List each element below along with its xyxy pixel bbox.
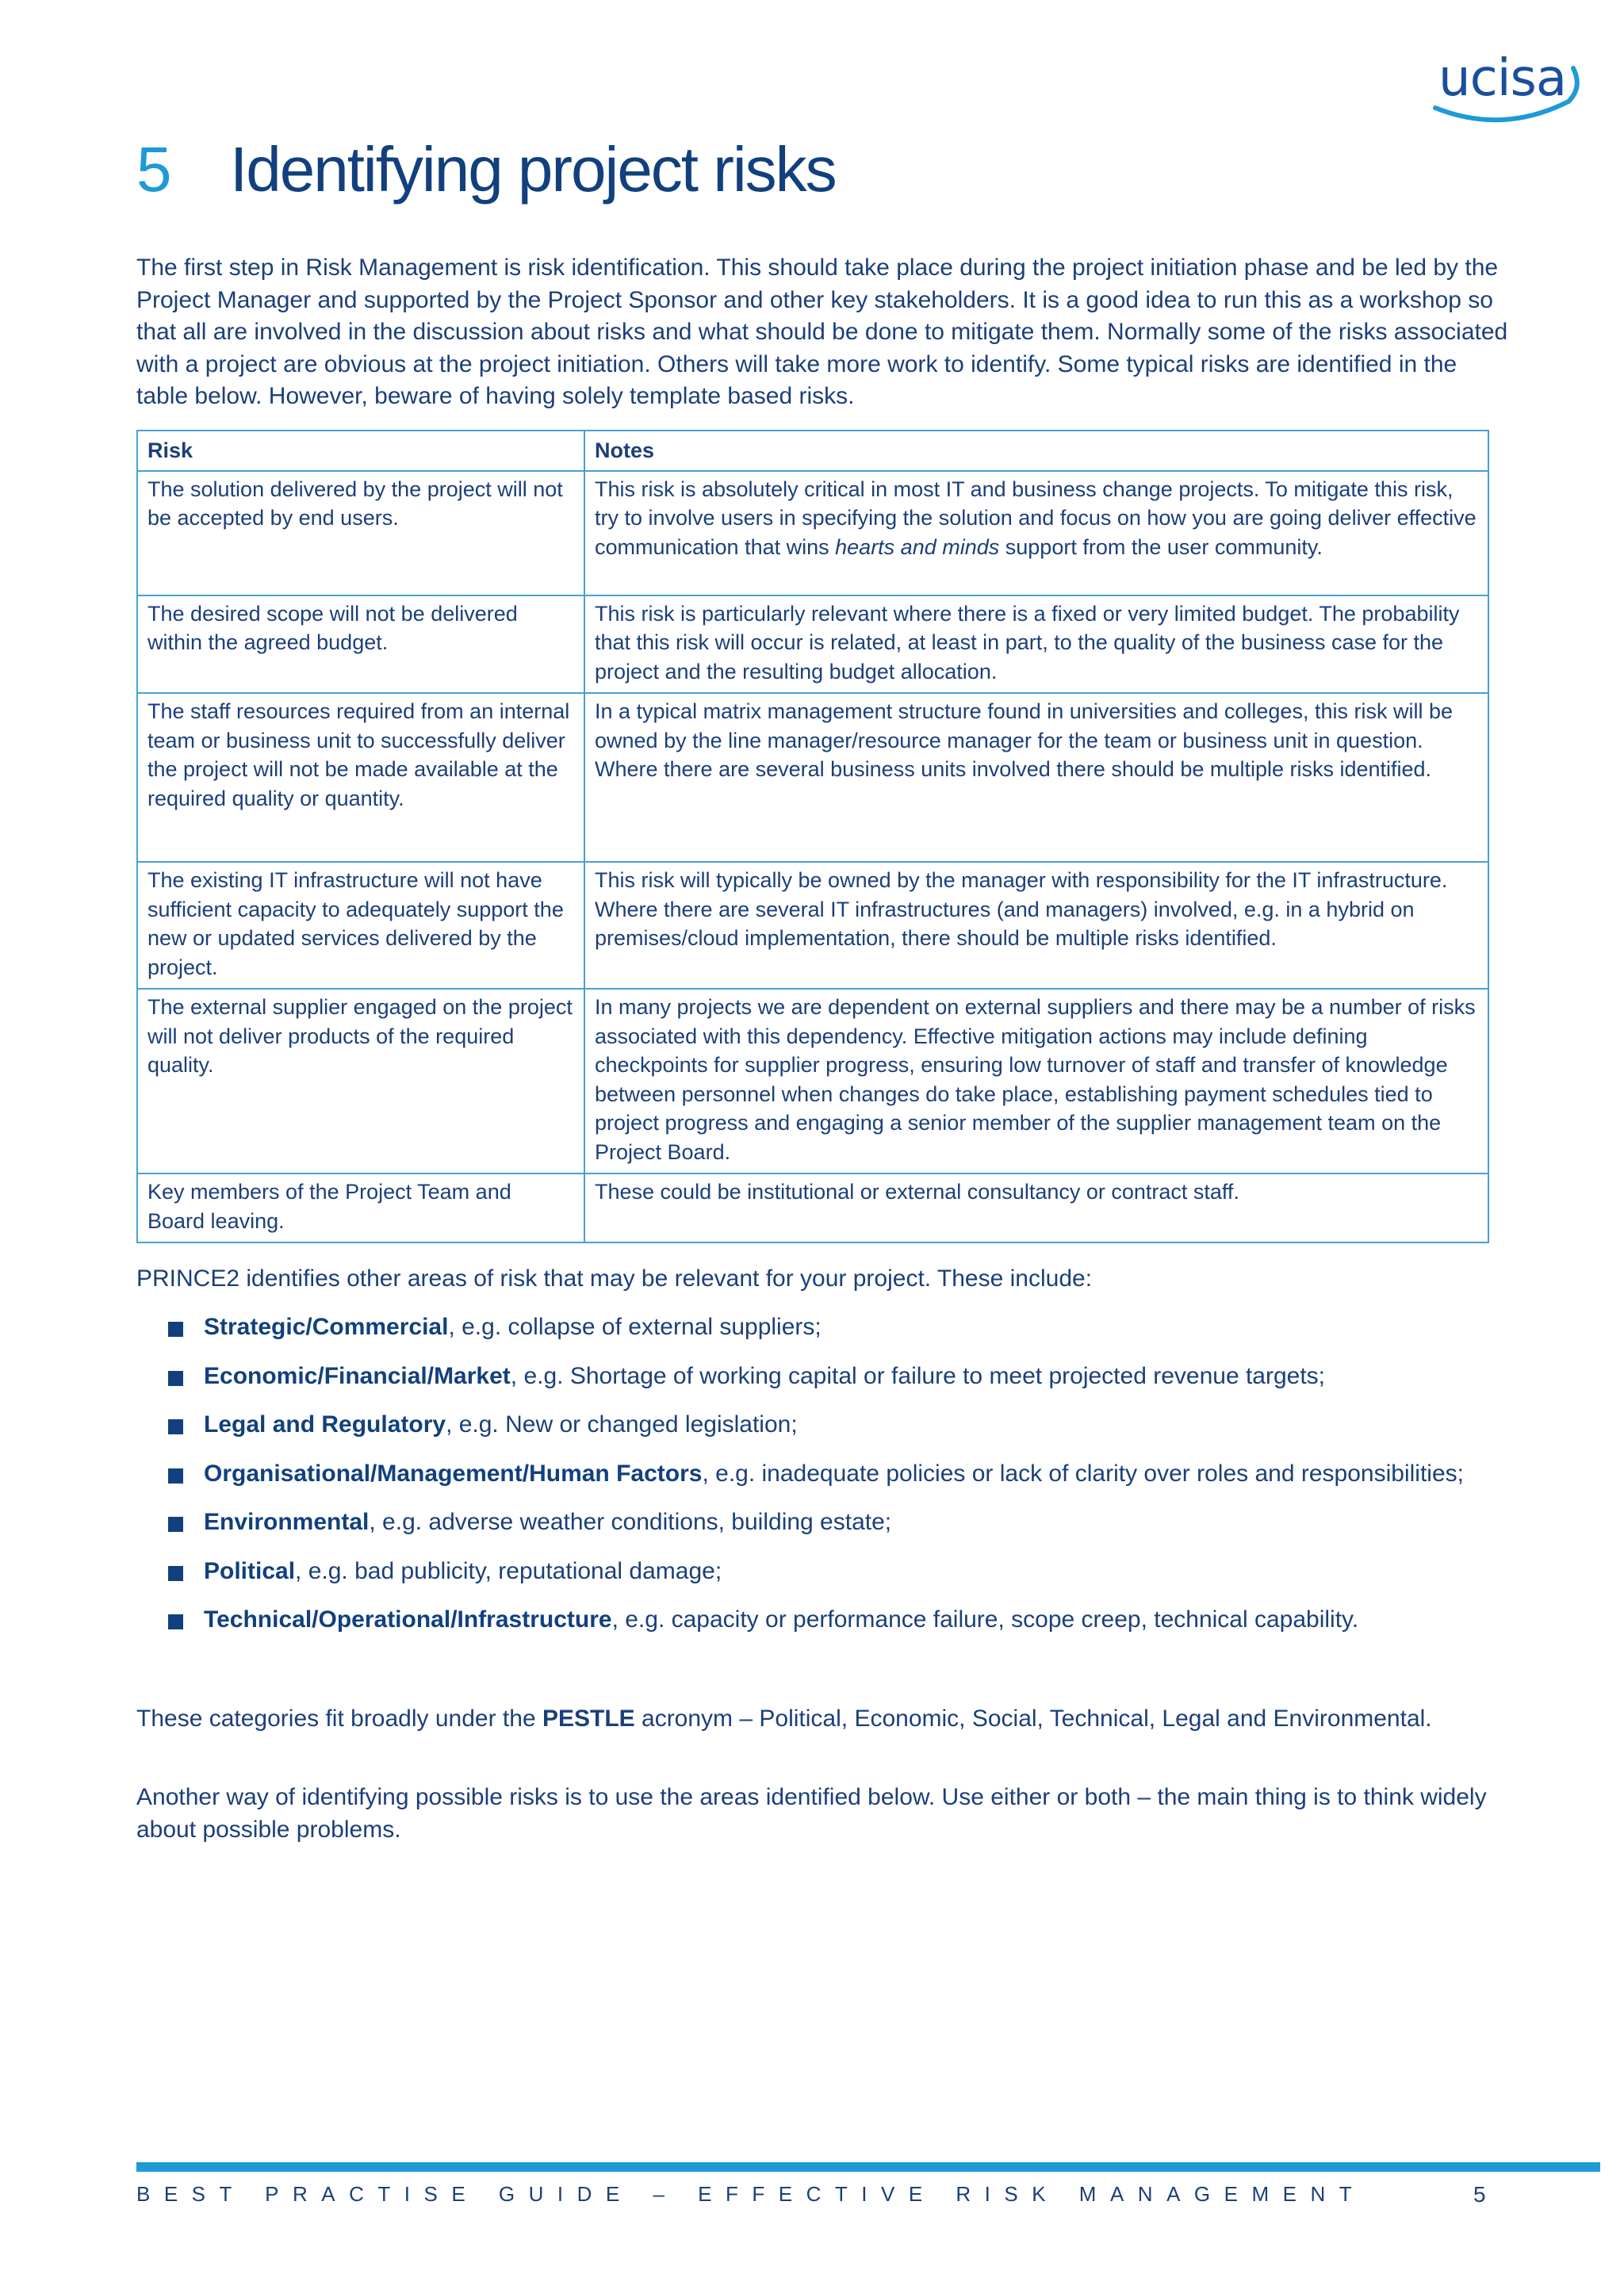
square-bullet-icon (168, 1566, 183, 1581)
notes-cell: These could be institutional or external consultancy or contract staff. (584, 1173, 1488, 1242)
footer-title: BEST PRACTISE GUIDE – EFFECTIVE RISK MANAGEMENT (136, 2182, 1366, 2206)
pestle-text: acronym – Political, Economic, Social, Technical, Legal and Environmental. (634, 1706, 1432, 1732)
risk-category-list (136, 1311, 1500, 1652)
pestle-acronym: PESTLE (542, 1706, 635, 1732)
category-text: , e.g. collapse of external suppliers; (448, 1314, 822, 1340)
risk-cell: Key members of the Project Team and Board leaving. (137, 1173, 584, 1242)
footer-rule (136, 2162, 1600, 2172)
page-title (136, 133, 836, 206)
notes-cell: In many projects we are dependent on external suppliers and there may be a number of risks associated with this dependency. Effective mitigation actions may include defining checkpoints for supplier progress, ensuring low turnover of staff and transfer of knowledge between personnel when changes do take place, establishing payment schedules tied to project progress and engaging a senior member of the supplier management team on the Project Board. (584, 989, 1488, 1173)
category-text: , e.g. Shortage of working capital or failure to meet projected revenue targets; (510, 1362, 1326, 1389)
category-name: Technical/Operational/Infrastructure (204, 1606, 612, 1633)
category-name: Economic/Financial/Market (204, 1362, 511, 1389)
notes-text: This risk is absolutely critical in most IT and business change projects. To mitigate this risk, try to involve users in specifying the solution and focus on how you are going deliver effective communication that wins (595, 477, 1477, 559)
category-name: Organisational/Management/Human Factors (204, 1460, 703, 1487)
table-header-row (137, 431, 1488, 471)
square-bullet-icon (168, 1419, 183, 1434)
category-name: Strategic/Commercial (204, 1314, 449, 1340)
category-text: , e.g. inadequate policies or lack of clarity over roles and responsibilities; (702, 1460, 1464, 1487)
another-way-paragraph: Another way of identifying possible risks is to use the areas identified below. Use either or both – the main thing is to think widely about possible problems. (136, 1784, 1487, 1843)
list-item (136, 1555, 1500, 1588)
pestle-paragraph (136, 1702, 1500, 1735)
list-item (136, 1360, 1500, 1393)
risk-table (136, 430, 1489, 1243)
table-row (137, 693, 1488, 862)
risk-cell: The staff resources required from an internal team or business unit to successfully deliver the project will not be made available at the required quality or quantity. (137, 693, 584, 862)
risk-cell: The desired scope will not be delivered within the agreed budget. (137, 595, 584, 694)
prince2-intro: PRINCE2 identifies other areas of risk that may be relevant for your project. These include: (136, 1265, 1093, 1292)
category-name: Environmental (204, 1509, 370, 1535)
category-text: , e.g. New or changed legislation; (446, 1411, 798, 1438)
notes-text: support from the user community. (999, 534, 1323, 559)
notes-cell: In a typical matrix management structure found in universities and colleges, this risk will be owned by the line manager/resource manager for the team or business unit in question. Where there are several business units involved there should be multiple risks identified. (584, 693, 1488, 862)
section-number: 5 (136, 134, 170, 205)
square-bullet-icon (168, 1468, 183, 1484)
square-bullet-icon (168, 1614, 183, 1629)
notes-column-header: Notes (584, 431, 1488, 471)
list-item (136, 1506, 1500, 1539)
category-text: , e.g. bad publicity, reputational damage; (295, 1557, 722, 1584)
square-bullet-icon (168, 1322, 183, 1337)
list-item (136, 1408, 1500, 1441)
notes-cell (584, 471, 1488, 595)
category-name: Political (204, 1557, 296, 1584)
section-title: Identifying project risks (230, 134, 836, 205)
square-bullet-icon (168, 1517, 183, 1532)
risk-cell: The solution delivered by the project will not be accepted by end users. (137, 471, 584, 595)
list-item (136, 1311, 1500, 1344)
square-bullet-icon (168, 1371, 183, 1386)
risk-cell: The external supplier engaged on the project will not deliver products of the required quality. (137, 989, 584, 1173)
table-row (137, 862, 1488, 989)
table-row (137, 1173, 1488, 1242)
page-number: 5 (1473, 2182, 1486, 2207)
notes-emphasis: hearts and minds (835, 534, 1000, 559)
pestle-text: These categories fit broadly under the (136, 1706, 542, 1732)
logo-text: ucisa (1438, 49, 1567, 108)
ucisa-logo (1427, 46, 1586, 133)
table-row (137, 989, 1488, 1173)
table-row (137, 471, 1488, 595)
category-text: , e.g. capacity or performance failure, scope creep, technical capability. (611, 1606, 1359, 1633)
notes-cell: This risk is particularly relevant where there is a fixed or very limited budget. The probability that this risk will occur is related, at least in part, to the quality of the business case for the project and the resulting budget allocation. (584, 595, 1488, 694)
list-item (136, 1603, 1500, 1637)
category-text: , e.g. adverse weather conditions, building estate; (369, 1509, 892, 1535)
list-item (136, 1457, 1500, 1491)
intro-paragraph: The first step in Risk Management is risk identification. This should take place during the project initiation phase and be led by the Project Manager and supported by the Project Sponsor and other key stakeholders. It is a good idea to run this as a workshop so that all are involved in the discussion about risks and what should be done to mitigate them. Normally some of the risks associated with a project are obvious at the project initiation. Others will take more work to identify. Some typical risks are identified in the table below. However, beware of having solely template based risks. (136, 255, 1508, 409)
risk-column-header: Risk (137, 431, 584, 471)
category-name: Legal and Regulatory (204, 1411, 446, 1438)
risk-cell: The existing IT infrastructure will not have sufficient capacity to adequately support the new or updated services delivered by the project. (137, 862, 584, 989)
table-row (137, 595, 1488, 694)
notes-cell: This risk will typically be owned by the manager with responsibility for the IT infrastructure. Where there are several IT infrastructures (and managers) involved, e.g. in a hybrid on premises/cloud implementation, there should be multiple risks identified. (584, 862, 1488, 989)
